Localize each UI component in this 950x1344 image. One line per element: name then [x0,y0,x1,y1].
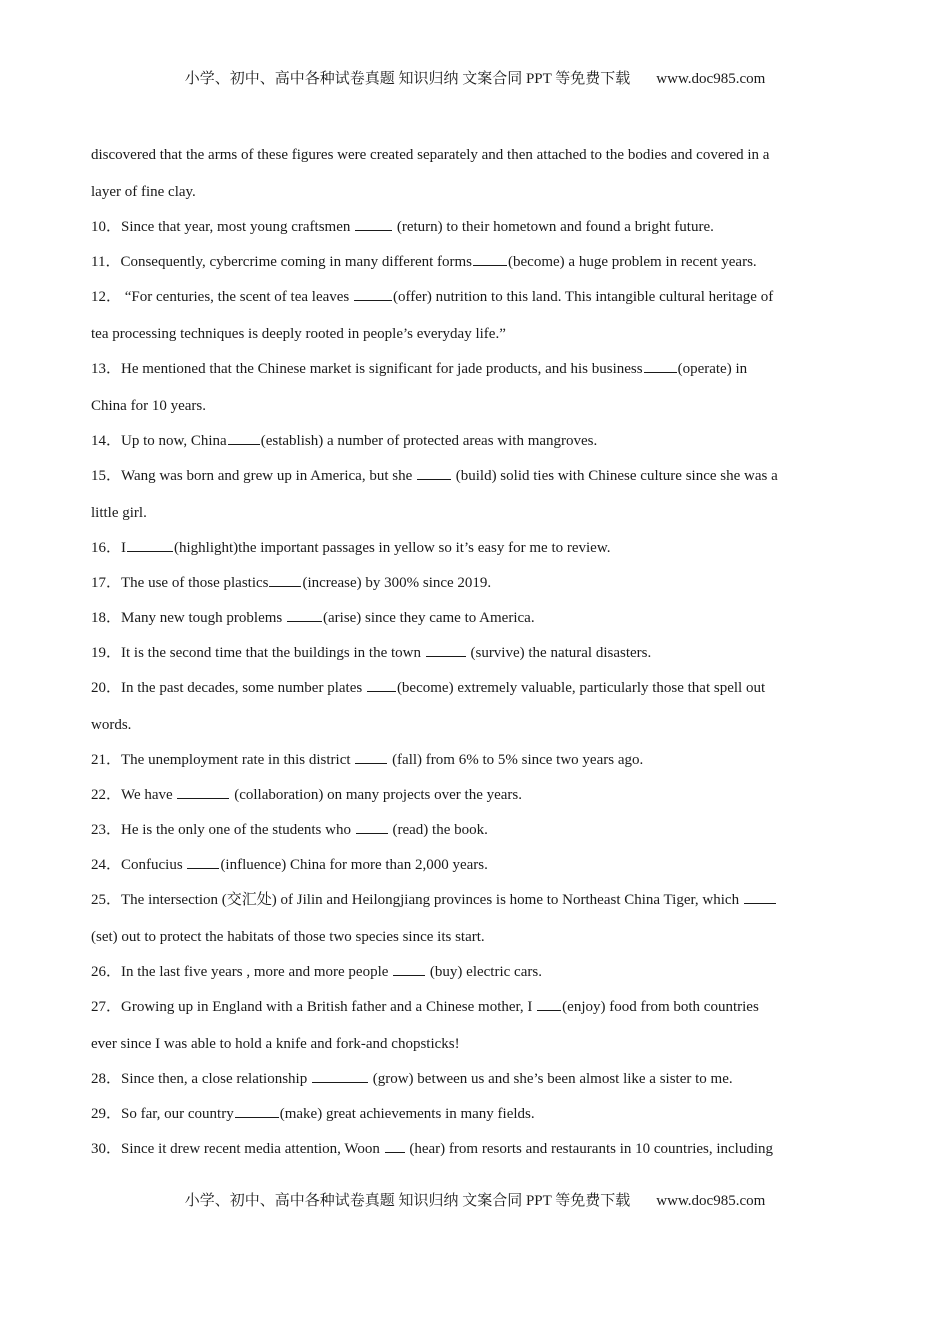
item-27 [91,993,863,1065]
answer-blank[interactable] [473,249,507,266]
item-text: So far, our country [121,1106,234,1122]
item-text: (operate) in [677,361,748,377]
item-18 [91,604,863,639]
answer-blank[interactable] [367,675,396,692]
item-number: 28． [91,1071,122,1087]
item-text: The unemployment rate in this district [121,752,355,768]
item-text: (arise) since they came to America. [323,610,535,626]
item-number: 17． [91,575,122,591]
item-text: (read) the book. [388,822,488,838]
answer-blank[interactable] [644,356,677,373]
item-17 [91,569,863,604]
continuation-line-2: layer of fine clay. [91,184,196,200]
item-number: 21． [91,752,122,768]
item-12 [91,283,863,355]
item-number: 16． [91,540,122,556]
answer-blank[interactable] [537,994,561,1011]
answer-blank[interactable] [355,747,387,764]
item-number: 11． [91,254,121,270]
item-11 [91,248,863,283]
item-continuation: tea processing techniques is deeply rooted in people’s everyday life.” [91,326,506,342]
item-text: (fall) from 6% to 5% since two years ago. [388,752,644,768]
header-url: www.doc985.com [656,71,766,87]
answer-blank[interactable] [417,463,451,480]
item-14 [91,427,863,462]
item-text: (increase) by 300% since 2019. [302,575,492,591]
item-24 [91,851,863,886]
answer-blank[interactable] [287,605,322,622]
item-text: Since it drew recent media attention, Woon [121,1141,384,1157]
answer-blank[interactable] [228,428,260,445]
item-continuation: little girl. [91,505,147,521]
item-22 [91,781,863,816]
item-text: Many new tough problems [121,610,286,626]
item-continuation: words. [91,717,132,733]
answer-blank[interactable] [744,887,776,904]
item-number: 25． [91,892,122,908]
item-continuation: (set) out to protect the habitats of those two species since its start. [91,929,485,945]
page-footer [0,1191,950,1211]
item-text: “For centuries, the scent of tea leaves [121,289,354,305]
item-10 [91,213,863,248]
item-number: 27． [91,999,122,1015]
item-number: 30． [91,1141,122,1157]
item-text: He is the only one of the students who [121,822,355,838]
answer-blank[interactable] [385,1136,405,1153]
page-header [0,69,950,89]
item-text: (influence) China for more than 2,000 years. [220,857,488,873]
answer-blank[interactable] [187,852,219,869]
answer-blank[interactable] [393,959,425,976]
item-number: 20． [91,680,122,696]
item-text: It is the second time that the buildings in the town [121,645,425,661]
answer-blank[interactable] [356,817,388,834]
item-26 [91,958,863,993]
item-text: Since then, a close relationship [121,1071,311,1087]
footer-text: 小学、初中、高中各种试卷真题 知识归纳 文案合同 PPT 等免费下载 [184,1193,631,1209]
item-number: 24． [91,857,122,873]
item-number: 22． [91,787,122,803]
item-16 [91,534,863,569]
item-text: Growing up in England with a British father and a Chinese mother, I [121,999,537,1015]
continuation-line-1: discovered that the arms of these figures were created separately and then attached to the bodies and covered in a [91,147,770,163]
item-text: (hear) from resorts and restaurants in 10 countries, including [405,1141,774,1157]
item-21 [91,746,863,781]
answer-blank[interactable] [177,782,229,799]
item-text: (grow) between us and she’s been almost like a sister to me. [368,1071,733,1087]
item-text: (highlight)the important passages in yellow so it’s easy for me to review. [174,540,611,556]
header-text: 小学、初中、高中各种试卷真题 知识归纳 文案合同 PPT 等免费下载 [184,71,631,87]
item-continuation: ever since I was able to hold a knife and fork-and chopsticks! [91,1036,460,1052]
item-number: 19． [91,645,122,661]
item-15 [91,462,863,534]
item-text: I [121,540,127,556]
item-number: 23． [91,822,122,838]
item-text: Consequently, cybercrime coming in many different forms [120,254,473,270]
item-text: (make) great achievements in many fields. [279,1106,535,1122]
item-28 [91,1065,863,1100]
item-text: The intersection (交汇处) of Jilin and Heilongjiang provinces is home to Northeast China Tiger, which [121,892,743,908]
item-number: 26． [91,964,122,980]
answer-blank[interactable] [426,640,466,657]
item-30 [91,1135,863,1170]
answer-blank[interactable] [355,214,392,231]
item-text: (establish) a number of protected areas with mangroves. [260,433,598,449]
answer-blank[interactable] [127,535,173,552]
item-number: 13． [91,361,122,377]
item-text: (offer) nutrition to this land. This intangible cultural heritage of [393,289,774,305]
item-continuation: China for 10 years. [91,398,206,414]
item-25 [91,886,863,958]
answer-blank[interactable] [312,1066,368,1083]
item-number: 29． [91,1106,122,1122]
item-29 [91,1100,863,1135]
item-text: In the last five years , more and more people [121,964,393,980]
item-20 [91,674,863,746]
answer-blank[interactable] [354,284,392,301]
item-text: The use of those plastics [121,575,269,591]
item-text: He mentioned that the Chinese market is significant for jade products, and his business [121,361,643,377]
footer-url: www.doc985.com [656,1193,766,1209]
item-number: 12． [91,289,122,305]
item-text: (become) a huge problem in recent years. [508,254,757,270]
item-number: 15． [91,468,122,484]
item-text: (build) solid ties with Chinese culture since she was a [451,468,778,484]
item-text: Up to now, China [121,433,227,449]
answer-blank[interactable] [235,1101,279,1118]
item-text: (survive) the natural disasters. [466,645,652,661]
item-text: (collaboration) on many projects over the years. [230,787,523,803]
item-number: 14． [91,433,122,449]
answer-blank[interactable] [269,570,301,587]
item-text: Since that year, most young craftsmen [121,219,355,235]
item-text: (return) to their hometown and found a bright future. [393,219,714,235]
item-text: Confucius [121,857,187,873]
item-text: (buy) electric cars. [426,964,542,980]
exercise-content [91,141,863,1170]
item-number: 10． [91,219,122,235]
item-text: (enjoy) food from both countries [562,999,759,1015]
item-number: 18． [91,610,122,626]
item-text: In the past decades, some number plates [121,680,366,696]
item-19 [91,639,863,674]
item-23 [91,816,863,851]
item-text: Wang was born and grew up in America, but she [121,468,416,484]
item-13 [91,355,863,427]
item-text: (become) extremely valuable, particularly those that spell out [396,680,766,696]
item-text: We have [121,787,177,803]
